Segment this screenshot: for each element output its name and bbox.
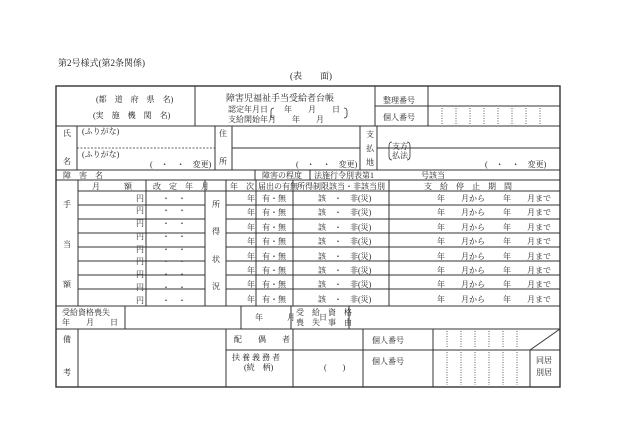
law-label: 法施行令別表第1	[314, 171, 374, 180]
allowance-yen: 円	[136, 193, 144, 203]
income-limit: 該 ・ 非(災)	[318, 237, 372, 247]
allowance-yen: 円	[136, 244, 144, 254]
col-limit: 所得制限該当・非該当別	[297, 182, 385, 191]
side-label: (表 面)	[290, 71, 332, 81]
income-until: 年 月まで	[503, 294, 551, 304]
prefecture-label: (都 道 府 県 名)	[96, 95, 174, 104]
method-line2: 払法	[392, 151, 408, 160]
jyu-label: 住	[219, 129, 227, 138]
income-from: 年 月から	[437, 251, 485, 261]
shi-label: 氏	[63, 129, 71, 138]
remarks-kou: 考	[63, 368, 71, 377]
income-year: 年	[247, 194, 255, 203]
form-number: 第2号様式(第2条関係)	[58, 58, 145, 68]
side-gaku: 額	[63, 280, 71, 289]
allowance-date-dots: ・ ・	[162, 206, 186, 216]
loss-reason1: 受 給 資 格	[296, 308, 352, 317]
allowance-date-dots: ・ ・	[162, 270, 186, 280]
income-filing: 有・無	[262, 280, 286, 290]
allowance-yen: 円	[136, 270, 144, 280]
income-until: 年 月まで	[503, 280, 551, 290]
income-until: 年 月まで	[503, 222, 551, 232]
income-year: 年	[247, 208, 255, 218]
degree-label: 障害の程度	[262, 171, 302, 180]
income-from: 年 月から	[437, 280, 485, 290]
kojin-label-top: 個人番号	[383, 113, 415, 122]
furigana2: (ふりがな)	[82, 150, 120, 159]
spouse-label: 配 偶 者	[234, 335, 290, 344]
col-amount: 月 額	[92, 182, 132, 191]
income-year: 年	[247, 294, 255, 304]
side-toku: 得	[212, 227, 220, 236]
allowance-date-dots: ・ ・	[162, 219, 186, 229]
allowance-yen: 円	[136, 219, 144, 229]
address-change: ( ・ ・ 変更)	[296, 160, 358, 169]
income-year: 年	[247, 265, 255, 275]
allowance-yen: 円	[136, 295, 144, 305]
allowance-yen: 円	[136, 206, 144, 216]
income-filing: 有・無	[262, 222, 286, 232]
income-until: 年 月まで	[503, 265, 551, 275]
col-revision: 改 定 年 月	[153, 182, 209, 191]
income-limit: 該 ・ 非(災)	[318, 194, 372, 203]
mei-label: 名	[63, 157, 71, 166]
loss-label2: 年 月 日	[62, 318, 118, 327]
side-jou: 状	[212, 255, 220, 264]
income-filing: 有・無	[262, 194, 286, 203]
income-limit: 該 ・ 非(災)	[318, 222, 372, 232]
sho-label: 所	[219, 157, 227, 166]
pay-shi: 支	[366, 130, 374, 139]
income-until: 年 月まで	[503, 237, 551, 247]
kojin-spouse: 個人番号	[372, 336, 404, 345]
income-until: 年 月まで	[503, 194, 551, 203]
income-limit: 該 ・ 非(災)	[318, 208, 372, 218]
allowance-date-dots: ・ ・	[162, 282, 186, 292]
relation-paren: ( )	[324, 363, 346, 372]
income-limit: 該 ・ 非(災)	[318, 251, 372, 261]
loss-label1: 受給資格喪失	[62, 308, 110, 317]
col-year: 年 次	[230, 182, 254, 191]
cohab-label: 同居	[536, 356, 552, 365]
disability-name-label: 障 害 名	[63, 171, 103, 180]
name-change: ( ・ ・ 変更)	[150, 160, 212, 169]
income-until: 年 月まで	[503, 208, 551, 218]
income-year: 年	[247, 280, 255, 290]
kojin-supporter: 個人番号	[372, 357, 404, 366]
allowance-date-dots: ・ ・	[162, 193, 186, 203]
income-filing: 有・無	[262, 208, 286, 218]
side-kyou: 況	[212, 282, 220, 291]
pay-chi: 地	[366, 158, 374, 167]
allowance-date-dots: ・ ・	[162, 231, 186, 241]
income-year: 年	[247, 222, 255, 232]
relation-label: (続 柄)	[244, 363, 274, 372]
ledger-title: 障害児福祉手当受給者台帳	[226, 93, 335, 103]
applicable-label: 号該当	[421, 171, 445, 180]
income-until: 年 月まで	[503, 251, 551, 261]
income-from: 年 月から	[437, 222, 485, 232]
col-filing: 届出の有無	[258, 182, 298, 191]
income-limit: 該 ・ 非(災)	[318, 280, 372, 290]
income-from: 年 月から	[437, 237, 485, 247]
cert-date-label: 認定年月日 年 月 日	[228, 105, 340, 114]
allowance-date-dots: ・ ・	[162, 257, 186, 267]
income-filing: 有・無	[262, 294, 286, 304]
start-date-label: 支給開始年月 年 月	[228, 115, 324, 124]
income-filing: 有・無	[262, 251, 286, 261]
income-year: 年	[247, 251, 255, 261]
income-from: 年 月から	[437, 194, 485, 203]
income-year: 年	[247, 237, 255, 247]
side-te: 手	[63, 200, 71, 209]
loss-date: 年 月 日	[255, 313, 327, 322]
allowance-date-dots: ・ ・	[162, 295, 186, 305]
seiri-label: 整理番号	[383, 96, 415, 105]
supporter-label: 扶 養 義 務 者	[232, 353, 280, 362]
income-limit: 該 ・ 非(災)	[318, 265, 372, 275]
income-from: 年 月から	[437, 265, 485, 275]
method-line1: 支方	[392, 142, 408, 151]
separate-label: 別居	[536, 368, 552, 377]
pay-harai: 払	[366, 144, 374, 153]
income-limit: 該 ・ 非(災)	[318, 294, 372, 304]
furigana1: (ふりがな)	[82, 127, 120, 136]
allowance-date-dots: ・ ・	[162, 244, 186, 254]
income-filing: 有・無	[262, 237, 286, 247]
remarks-bi: 備	[63, 335, 71, 344]
allowance-yen: 円	[136, 282, 144, 292]
col-stop: 支 給 停 止 期 間	[424, 182, 512, 191]
agency-label: (実 施 機 関 名)	[93, 111, 171, 120]
allowance-yen: 円	[136, 231, 144, 241]
income-from: 年 月から	[437, 208, 485, 218]
income-filing: 有・無	[262, 265, 286, 275]
side-tou: 当	[63, 240, 71, 249]
allowance-yen: 円	[136, 257, 144, 267]
income-from: 年 月から	[437, 294, 485, 304]
side-sho: 所	[212, 200, 220, 209]
pay-change: ( ・ ・ 変更)	[485, 160, 547, 169]
loss-reason2: 喪 失 事 由	[296, 318, 352, 327]
